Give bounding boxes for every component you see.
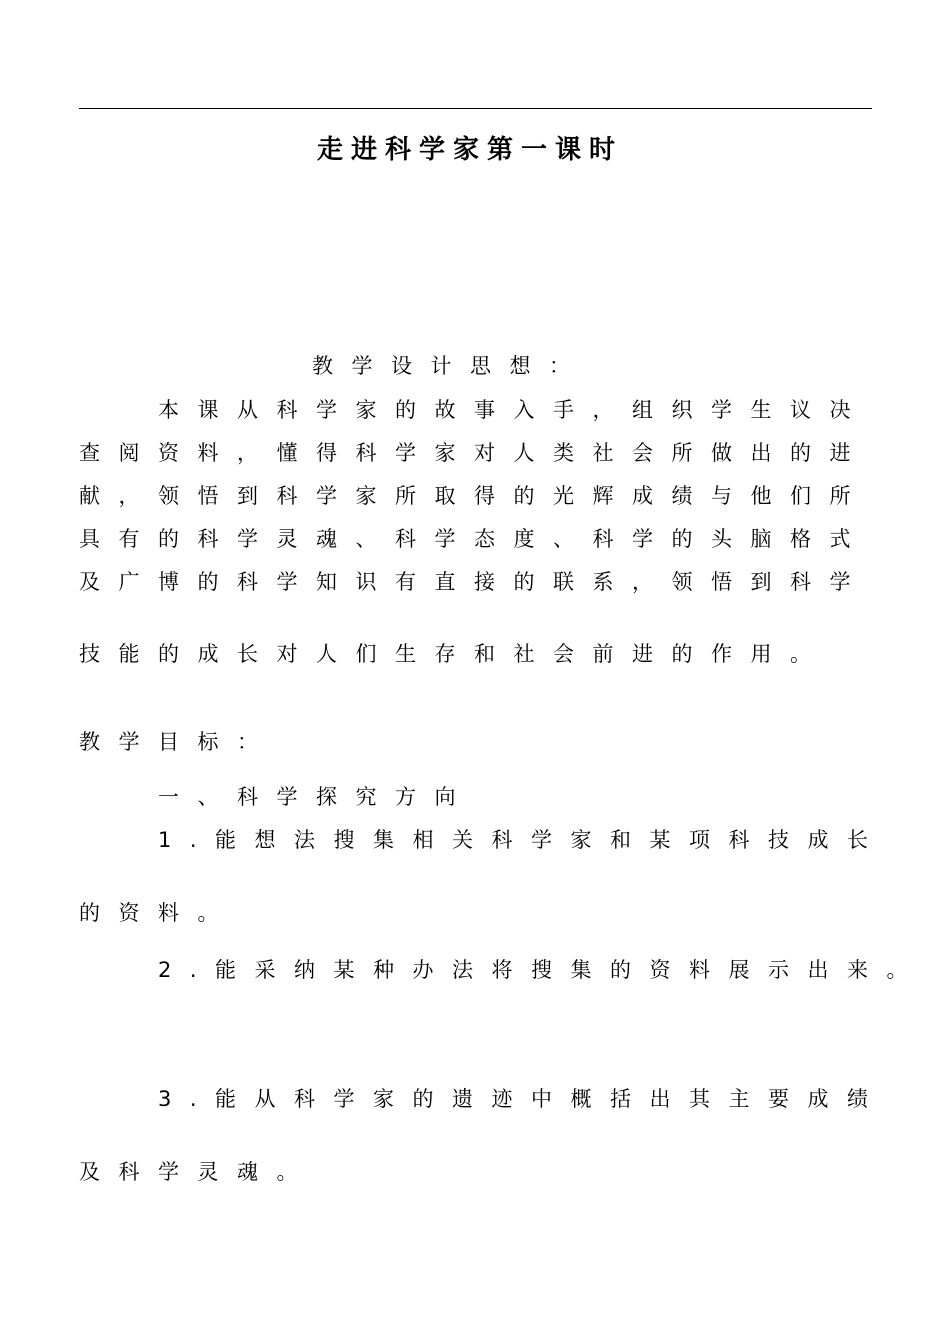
document-title: 走进科学家第一课时 — [316, 135, 623, 165]
goal-item-1-line-2: 的资料。 — [79, 901, 237, 925]
goals-heading: 教学目标： — [79, 730, 277, 754]
goal-item-2: 2.能采纳某种办法将搜集的资料展示出来。 — [158, 958, 927, 982]
section-1-title: 一、科学探究方向 — [158, 785, 474, 809]
goal-item-3-line-2: 及科学灵魂。 — [79, 1160, 316, 1184]
design-paragraph-line-6: 技能的成长对人们生存和社会前进的作用。 — [79, 642, 830, 666]
design-paragraph-line-5: 及广博的科学知识有直接的联系，领悟到科学 — [79, 570, 869, 594]
goal-item-3-line-1: 3.能从科学家的遗迹中概括出其主要成绩 — [158, 1087, 887, 1111]
header-rule — [79, 108, 872, 109]
design-paragraph-line-3: 献，领悟到科学家所取得的光辉成绩与他们所 — [79, 484, 869, 508]
design-paragraph-line-2: 查阅资料，懂得科学家对人类社会所做出的进 — [79, 441, 869, 465]
goal-item-1-line-1: 1.能想法搜集相关科学家和某项科技成长 — [158, 828, 887, 852]
design-heading: 教学设计思想： — [312, 354, 589, 378]
design-paragraph-line-1: 本课从科学家的故事入手，组织学生议决 — [158, 398, 869, 422]
design-paragraph-line-4: 具有的科学灵魂、科学态度、科学的头脑格式 — [79, 527, 869, 551]
